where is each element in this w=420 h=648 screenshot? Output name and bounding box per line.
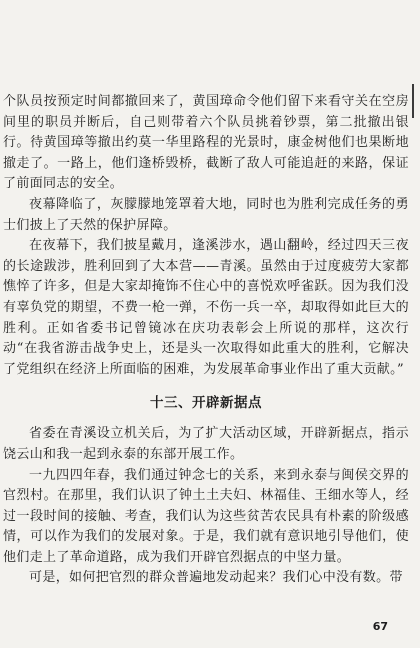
- section-paragraph-1: 省委在青溪设立机关后，为了扩大活动区域，开辟新据点，指示饶云山和我一起到永泰的东部开展工作。: [3, 426, 409, 462]
- paragraph-continued: 个队员按预定时间都撤回来了，黄国璋命令他们留下来看守关在空房间里的职员并断后，自己则带着六个队员挑着钞票，第二批撤出银行。待黄国璋等撤出约莫一华里路程的光景时，康金树他们也果断地撤走了。一路上，他们逢桥毁桥，截断了敌人可能追赶的来路，保证了前面同志的安全。: [3, 94, 409, 192]
- page-edge-mark: [412, 84, 414, 118]
- page-number: 67: [372, 620, 388, 633]
- section-heading: 十三、开辟新据点: [150, 395, 262, 412]
- page-body: [3, 92, 409, 589]
- paragraph-return: 在夜幕下，我们披星戴月，逢溪涉水，遇山翻岭，经过四天三夜的长途跋涉，胜利回到了大本营——青溪。虽然由于过度疲劳大家都憔悴了许多，但是大家却掩饰不住心中的喜悦欢呼雀跃。因为我们没有辜负党的期望，不费一枪一弹，不伤一兵一卒，却取得如此巨大的胜利。正如省委书记曾镜冰在庆功表彰会上所说的那样，这次行动“在我省游击战争史上，还是头一次取得如此重大的胜利，它解决了党组织在经济上所面临的困难，为发展革命事业作出了重大贡献。”: [3, 238, 409, 377]
- section-paragraph-2: 一九四四年春，我们通过钟念七的关系，来到永泰与闽侯交界的官烈村。在那里，我们认识了钟土土夫妇、林福佳、王细水等人，经过一段时间的接触、考查，我们认为这些贫苦农民具有朴素的阶级感情，可以作为我们的发展对象。于是，我们就有意识地引导他们，使他们走上了革命道路，成为我们开辟官烈据点的中坚力量。: [3, 467, 409, 565]
- paragraph-nightfall: 夜幕降临了，灰朦朦地笼罩着大地，同时也为胜利完成任务的勇士们披上了天然的保护屏障。: [3, 196, 409, 233]
- section-paragraph-3: 可是，如何把官烈的群众普遍地发动起来？我们心中没有数。带: [29, 570, 403, 586]
